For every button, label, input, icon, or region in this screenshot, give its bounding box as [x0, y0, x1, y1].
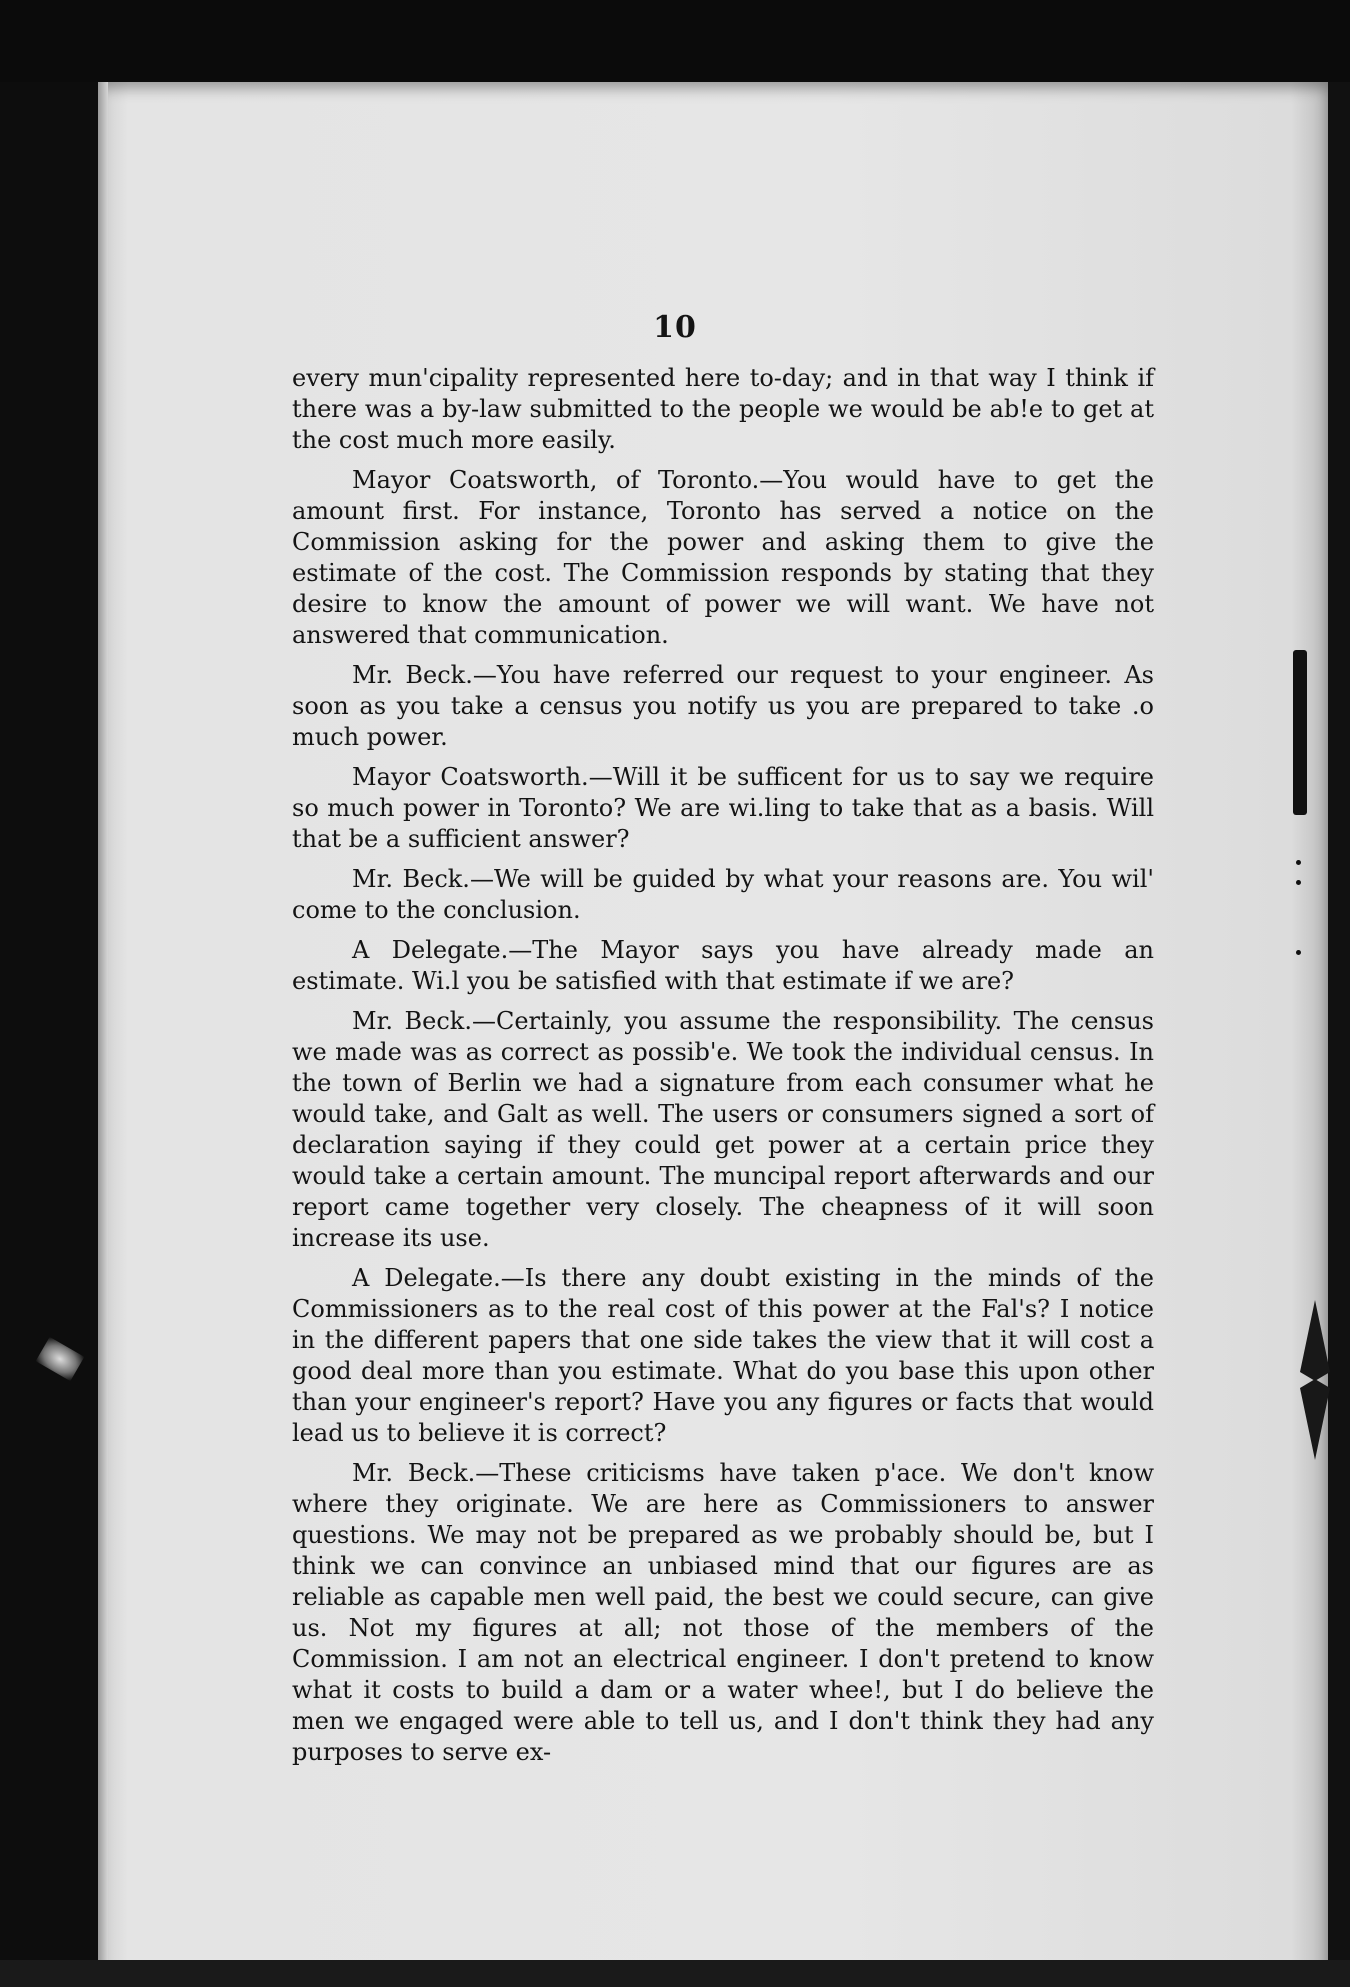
paragraph: Mr. Beck.—Certainly, you assume the responsibility. The census we made was as correct as possib'e. We took the individual census. In the town of Berlin we had a signature from each consumer what he would take, and Galt as well. The users or consumers signed a sort of declaration saying if they could get power at a certain price they would take a certain amount. The muncipal report afterwards and our report came together very closely. The cheapness of it will soon increase its use.	[292, 1007, 1154, 1252]
paragraph: Mr. Beck.—We will be guided by what your reasons are. You wil' come to the conclusion.	[292, 865, 1154, 924]
scan-artifact-dot	[1296, 950, 1301, 955]
scan-border-top	[0, 0, 1350, 82]
paragraph: Mr. Beck.—These criticisms have taken p'ace. We don't know where they originate. We are here as Commissioners to answer questions. We may not be prepared as we probably should be, but I think we can convince an unbiased mind that our figures are as reliable as capable men well paid, the best we could secure, can give us. Not my figures at all; not those of the members of the Commission. I am not an electrical engineer. I don't pretend to know what it costs to build a dam or a water whee!, but I do believe the men we engaged were able to tell us, and I don't think they had any purposes to serve ex-	[292, 1459, 1154, 1766]
paragraph: A Delegate.—The Mayor says you have already made an estimate. Wi.l you be satisfied with that estimate if we are?	[292, 936, 1154, 995]
scan-artifact-bar	[1293, 650, 1307, 815]
paragraph: Mayor Coatsworth.—Will it be sufficent for us to say we require so much power in Toronto? We are wi.ling to take that as a basis. Will that be a sufficient answer?	[292, 763, 1154, 853]
paragraph: A Delegate.—Is there any doubt existing in the minds of the Commissioners as to the real cost of this power at the Fal's? I notice in the different papers that one side takes the view that it will cost a good deal more than you estimate. What do you base this upon other than your engineer's report? Have you any figures or facts that would lead us to believe it is correct?	[292, 1264, 1154, 1447]
scan-artifact-dot	[1296, 880, 1301, 885]
paragraph: Mr. Beck.—You have referred our request to your engineer. As soon as you take a census you notify us you are prepared to take .o much power.	[292, 661, 1154, 751]
body-text	[292, 363, 1154, 1777]
paragraph: Mayor Coatsworth, of Toronto.—You would have to get the amount first. For instance, Toronto has served a notice on the Commission asking for the power and asking them to give the estimate of the cost. The Commission responds by stating that they desire to know the amount of power we will want. We have not answered that communication.	[292, 466, 1154, 649]
scan-border-bottom	[0, 1960, 1350, 1987]
paragraph: every mun'cipality represented here to-day; and in that way I think if there was a by-law submitted to the people we would be ab!e to get at the cost much more easily.	[292, 364, 1154, 454]
scan-artifact-smudge	[36, 1337, 85, 1381]
page-number: 10	[653, 310, 697, 345]
page-binding-edge	[98, 82, 108, 1987]
scan-artifact-dot	[1296, 860, 1301, 865]
scan-border-right	[1328, 82, 1350, 1987]
